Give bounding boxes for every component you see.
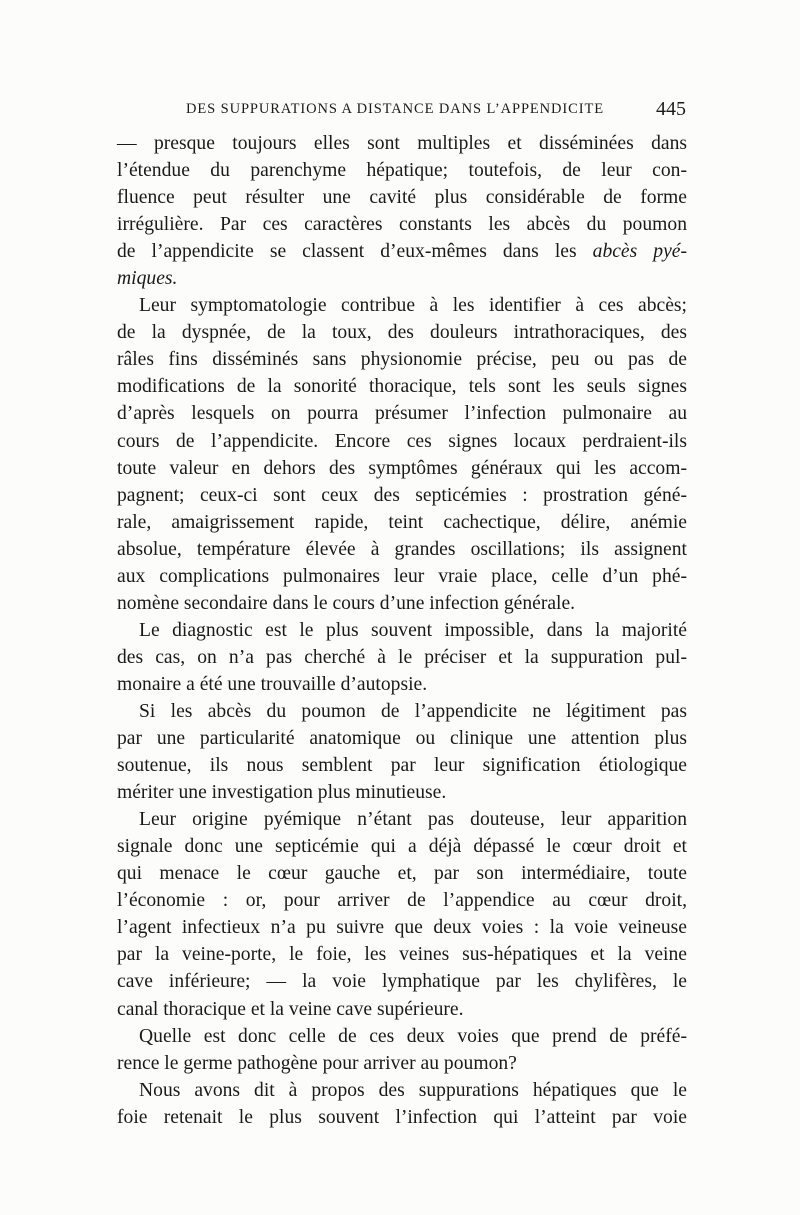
text-line: irrégulière. Par ces caractères constants les abcès du poumon [117,214,687,236]
text-line: Nous avons dit à propos des suppurations hépatiques que le [139,1079,687,1101]
text-line: soutenue, ils nous semblent par leur signification étiologique [117,755,687,777]
text-line: Si les abcès du poumon de l’appendicite ne légitiment pas [139,700,687,722]
page-header [186,98,686,124]
text-line: d’après lesquels on pourra présumer l’infection pulmonaire au [117,403,687,425]
page-number: 445 [656,98,686,120]
running-title: DES SUPPURATIONS A DISTANCE DANS L’APPENDICITE [186,101,604,117]
text-line: par la veine-porte, le foie, les veines sus-hépatiques et la veine [117,944,687,966]
text-line: qui menace le cœur gauche et, par son intermédiaire, toute [117,863,687,885]
text-line: cave inférieure; — la voie lymphatique par les chylifères, le [117,971,687,993]
text-line: fluence peut résulter une cavité plus considérable de forme [117,187,687,209]
text-line: des cas, on n’a pas cherché à le préciser et la suppuration pul- [117,646,687,668]
text-line: — presque toujours elles sont multiples et disséminées dans [117,133,687,154]
text-line [117,238,687,265]
text-line: foie retenait le plus souvent l’infection qui l’atteint par voie [117,1106,687,1128]
text-line: rale, amaigrissement rapide, teint cachectique, délire, anémie [117,511,687,533]
text-line: l’économie : or, pour arriver de l’appendice au cœur droit, [117,890,687,912]
text-line: absolue, température élevée à grandes oscillations; ils assignent [117,538,687,560]
text-line: miques. [117,268,178,290]
text-line: signale donc une septicémie qui a déjà dépassé le cœur droit et [117,836,687,858]
text-line: par une particularité anatomique ou clinique une attention plus [117,728,687,750]
text-line: toute valeur en dehors des symptômes généraux qui les accom- [117,457,687,479]
text-line: l’étendue du parenchyme hépatique; toutefois, de leur con- [117,160,687,182]
text-line: modifications de la sonorité thoracique, tels sont les seuls signes [117,376,687,398]
text-line: nomène secondaire dans le cours d’une infection générale. [117,592,576,614]
text-line: rence le germe pathogène pour arriver au poumon? [117,1052,517,1074]
text-line: Leur origine pyémique n’étant pas douteuse, leur apparition [139,809,687,831]
text-line: Leur symptomatologie contribue à les identifier à ces abcès; [139,295,687,317]
text-line: aux complications pulmonaires leur vraie place, celle d’un phé- [117,565,687,587]
text-segment: de l’appendicite se classent d’eux-mêmes dans les [117,241,577,263]
text-line: de la dyspnée, de la toux, des douleurs intrathoraciques, des [117,322,687,344]
text-line: canal thoracique et la veine cave supérieure. [117,998,464,1020]
text-line: Quelle est donc celle de ces deux voies que prend de préfé- [139,1025,687,1047]
text-line: monaire a été une trouvaille d’autopsie. [117,673,428,695]
text-line: mériter une investigation plus minutieuse. [117,782,447,804]
italic-text-segment: abcès pyé- [592,241,687,263]
body-text [117,130,687,1131]
text-line: Le diagnostic est le plus souvent impossible, dans la majorité [139,619,687,641]
text-line: l’agent infectieux n’a pu suivre que deux voies : la voie veineuse [117,917,687,939]
text-line: râles fins disséminés sans physionomie précise, peu ou pas de [117,349,687,371]
text-line: pagnent; ceux-ci sont ceux des septicémies : prostration géné- [117,484,687,506]
text-line: cours de l’appendicite. Encore ces signes locaux perdraient-ils [117,430,687,452]
